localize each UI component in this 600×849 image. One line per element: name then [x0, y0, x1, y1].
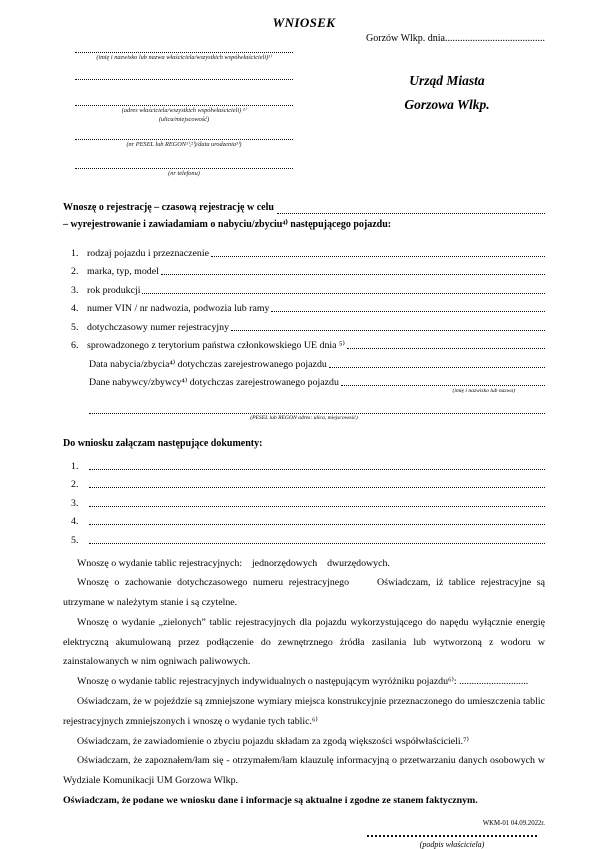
fill-line [142, 293, 545, 294]
request-fill-line [277, 213, 545, 214]
header-row [63, 41, 545, 193]
paragraph-keep-number: Wnoszę o zachowanie dotychczasowego numeru rejestracyjnego Oświadczam, iż tablice rejestracyjne są utrzymane w należytym stanie i są czytelne. [63, 577, 545, 609]
request-intro: Wnoszę o rejestrację – czasową rejestrację w celu [63, 202, 274, 213]
fill-line [161, 274, 545, 275]
fill-line [89, 524, 545, 525]
signature-block [367, 827, 537, 849]
name-fill-line-2 [75, 73, 293, 80]
pesel-caption: (nr PESEL lub REGON¹⁾,²⁾)/data urodzenia³⁾) [126, 141, 242, 148]
pesel-fill-line [75, 133, 293, 140]
office-name-line1: Urząd Miasta [409, 73, 485, 88]
phone-fill-line [75, 162, 293, 169]
attachments-heading: Do wniosku załączam następujące dokumenty: [63, 438, 263, 449]
vehicle-item: 5. dotychczasowy numer rejestracyjny [63, 314, 545, 333]
fill-line [329, 367, 545, 368]
paragraph-plates: Wnoszę o wydanie tablic rejestracyjnych: jednorzędowych dwurzędowych. [77, 557, 390, 569]
fill-line [89, 543, 545, 544]
fill-line [347, 348, 545, 349]
vehicle-item: 4. numer VIN / nr nadwozia, podwozia lub ramy [63, 296, 545, 315]
pesel-regon-caption: (PESEL lub REGON adres: ulica, miejscowość) [250, 415, 358, 421]
attachment-item: 4. [63, 509, 545, 528]
attachment-item: 2. [63, 472, 545, 491]
buyer-extra-row [63, 407, 545, 422]
paragraph-rodo-clause: Oświadczam, że zapoznałem/łam się - otrzymałem/łam klauzulę informacyjną o przetwarzaniu danych osobowych w Wydziale Komunikacji UM Gorzowa Wlkp. [63, 755, 545, 787]
request-block [63, 199, 545, 233]
attachment-item: 1. [63, 453, 545, 472]
signature-caption: (podpis właściciela) [419, 839, 485, 849]
phone-caption: (nr telefonu) [168, 170, 200, 177]
fill-line [89, 407, 545, 414]
request-second-line: – wyrejestrowanie i zawiadamiam o nabyciu/zbyciu⁴⁾ następującego pojazdu: [63, 219, 392, 230]
address-fill-line [75, 99, 293, 106]
fill-line [89, 487, 545, 488]
place-date-line: Gorzów Wlkp. dnia........................................ [366, 33, 545, 44]
fill-line [271, 311, 545, 312]
fill-line [231, 330, 545, 331]
applicant-block [75, 41, 293, 178]
attachment-item: 5. [63, 527, 545, 546]
signature-fill-line [367, 827, 537, 837]
paragraph-green-plates: Wnoszę o wydanie „zielonych” tablic rejestracyjnych dla pojazdu wykorzystującego do napędu wyłącznie energię elektryczną akumulowaną przez podłączenie do zewnętrznego źródła zasilania lub wytworzoną z wodoru w zainstalowanych w nim ogniwach paliwowych. [63, 616, 545, 668]
name-fill-line [75, 46, 293, 53]
fill-line [341, 385, 545, 386]
street-caption: (ulica/miejscowość) [158, 116, 210, 123]
declarations-block [63, 554, 545, 811]
address-caption: (adres właściciela/wszystkich współwłaścicieli) ²⁾ [121, 107, 247, 114]
name-caption: (imię i nazwisko lub nazwa właściciela/wszystkich współwłaścicieli)¹⁾ [96, 54, 272, 61]
attachments-list [63, 453, 545, 546]
office-name-line2: Gorzowa Wlkp. [404, 97, 490, 112]
vehicle-item: 6. sprowadzonego z terytorium państwa członkowskiego UE dnia ⁵⁾ [63, 333, 545, 352]
buyer-data-row: Dane nabywcy/zbywcy⁴⁾ dotychczas zarejestrowanego pojazdu [89, 370, 545, 389]
form-code-footer: WKM-01 04.09.2022r. [482, 820, 545, 827]
paragraph-co-owners-consent: Oświadczam, że zawiadomienie o zbyciu pojazdu składam za zgodą większości współwłaścicieli.⁷⁾ [77, 735, 469, 747]
fill-line [211, 256, 545, 257]
fill-line [89, 506, 545, 507]
paragraph-final-declaration: Oświadczam, że podane we wniosku dane i informacje są aktualne i zgodne ze stanem faktycznym. [63, 795, 478, 807]
fill-line [89, 469, 545, 470]
paragraph-reduced-plates: Oświadczam, że w pojeździe są zmniejszone wymiary miejsca konstrukcyjnie przeznaczonego do umieszczenia tablic rejestracyjnych zmniejszonych i wnoszę o wydanie tych tablic.⁶⁾ [63, 696, 545, 727]
vehicle-item: 3. rok produkcji [63, 277, 545, 296]
vehicle-list [63, 240, 545, 422]
buyer-name-caption: (imię i nazwisko lub nazwa) [452, 388, 515, 394]
vehicle-item: 1. rodzaj pojazdu i przeznaczenie [63, 240, 545, 259]
acquisition-date-row: Data nabycia/zbycia⁴⁾ dotychczas zarejestrowanego pojazdu [89, 351, 545, 370]
request-line [63, 199, 545, 216]
vehicle-item: 2. marka, typ, model [63, 259, 545, 278]
office-name [367, 69, 527, 117]
paragraph-individual-plates: Wnoszę o wydanie tablic rejestracyjnych indywidualnych o następującym wyróżniku pojazdu⁶⁾: ............................ [77, 676, 529, 688]
attachment-item: 3. [63, 490, 545, 509]
page-title: WNIOSEK [272, 15, 336, 30]
